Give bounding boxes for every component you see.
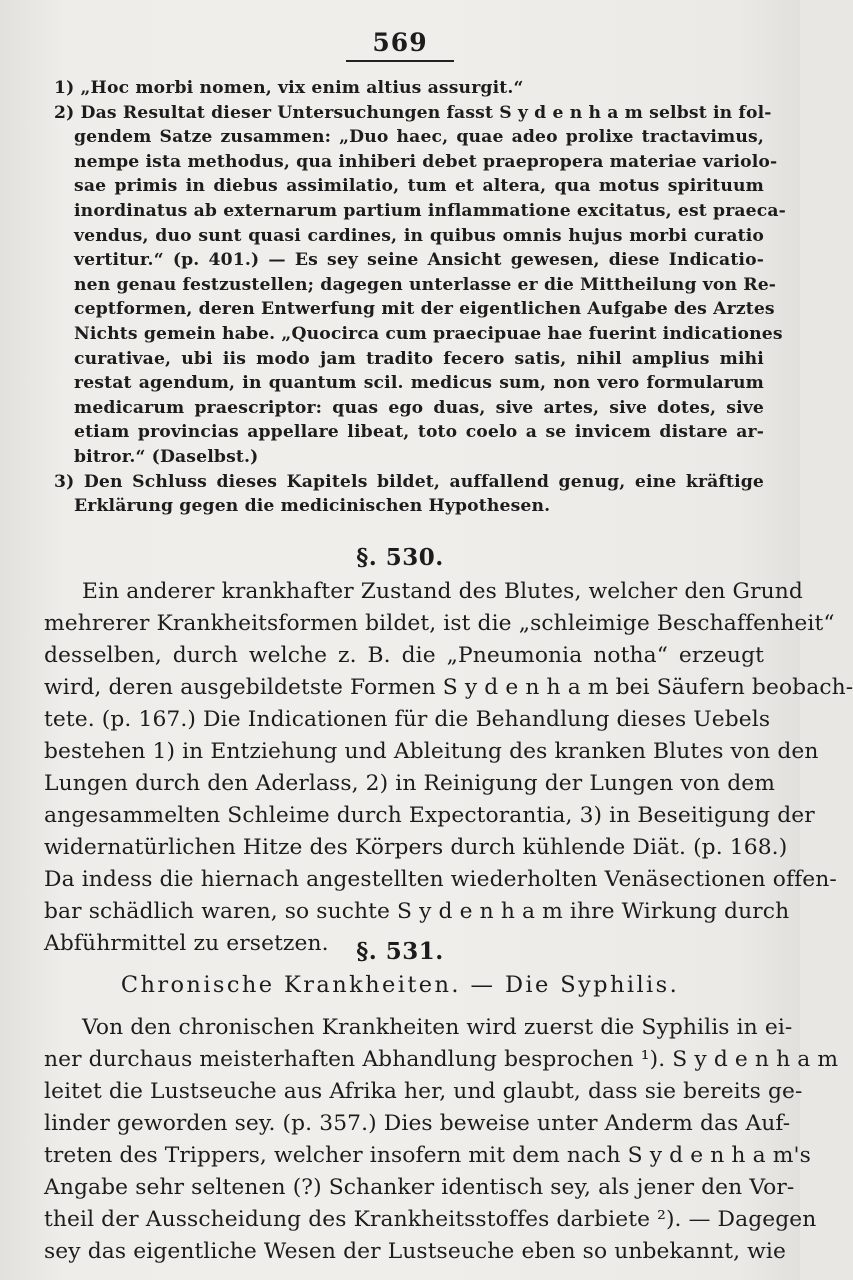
text-line: Lungen durch den Aderlass, 2) in Reinigung der Lungen von dem bbox=[44, 771, 776, 796]
footnote-line: 1) „Hoc morbi nomen, vix enim altius assurgit.“ bbox=[54, 78, 524, 98]
text-line: leitet die Lustseuche aus Afrika her, und glaubt, dass sie bereits ge- bbox=[44, 1079, 803, 1104]
footnote-line: inordinatus ab externarum partium inflammatione excitatus, est praeca- bbox=[74, 200, 786, 221]
text-line: Abführmittel zu ersetzen. bbox=[44, 931, 329, 956]
text-line: wird, deren ausgebildetste Formen S y d e n h a m bei Säufern beobach- bbox=[44, 675, 853, 700]
text-line: sey das eigentliche Wesen der Lustseuche eben so unbekannt, wie bbox=[44, 1239, 786, 1264]
footnote-line: nen genau festzustellen; dagegen unterlasse er die Mittheilung von Re- bbox=[74, 274, 777, 295]
footnote-line: etiam provincias appellare libeat, toto coelo a se invicem distare ar- bbox=[74, 422, 764, 443]
footnote-line: Nichts gemein habe. „Quocirca cum praecipuae hae fuerint indicationes bbox=[74, 323, 783, 344]
section-530-body bbox=[44, 576, 853, 960]
footnote-line: 2) Das Resultat dieser Untersuchungen fasst S y d e n h a m selbst in fol- bbox=[54, 102, 772, 123]
text-line: theil der Ausscheidung des Krankheitsstoffes darbiete ²). — Dagegen bbox=[44, 1207, 817, 1232]
text-line: Da indess die hiernach angestellten wiederholten Venäsectionen offen- bbox=[44, 867, 837, 892]
text-line: ner durchaus meisterhaften Abhandlung besprochen ¹). S y d e n h a m bbox=[44, 1047, 839, 1072]
footnote-line: 3) Den Schluss dieses Kapitels bildet, auffallend genug, eine kräftige bbox=[54, 471, 764, 492]
footnote-line: ceptformen, deren Entwerfung mit der eigentlichen Aufgabe des Arztes bbox=[74, 299, 775, 320]
footnote-line: medicarum praescriptor: quas ego duas, sive artes, sive dotes, sive bbox=[74, 397, 764, 418]
page-header bbox=[0, 28, 800, 62]
section-530-heading: §. 530. bbox=[356, 544, 444, 571]
footnote-line: vertitur.“ (p. 401.) — Es sey seine Ansicht gewesen, diese Indicatio- bbox=[74, 250, 764, 271]
text-line: Angabe sehr seltenen (?) Schanker identisch sey, als jener den Vor- bbox=[44, 1175, 795, 1200]
text-line: angesammelten Schleime durch Expectorantia, 3) in Beseitigung der bbox=[44, 803, 815, 828]
footnotes bbox=[44, 76, 786, 519]
section-531-heading: §. 531. bbox=[356, 938, 444, 965]
footnote-line: sae primis in diebus assimilatio, tum et altera, qua motus spirituum bbox=[74, 176, 764, 197]
section-531-subheading: Chronische Krankheiten. — Die Syphilis. bbox=[120, 972, 680, 998]
text-line: bestehen 1) in Entziehung und Ableitung des kranken Blutes von den bbox=[44, 739, 819, 764]
footnote-line: Erklärung gegen die medicinischen Hypothesen. bbox=[74, 496, 551, 517]
footnote-line: curativae, ubi iis modo jam tradito fecero satis, nihil amplius mihi bbox=[74, 348, 764, 369]
text-line: Ein anderer krankhafter Zustand des Blutes, welcher den Grund bbox=[82, 579, 803, 604]
text-line: mehrerer Krankheitsformen bildet, ist die „schleimige Beschaffenheit“ bbox=[44, 611, 835, 636]
footnote-line: restat agendum, in quantum scil. medicus sum, non vero formularum bbox=[74, 373, 764, 394]
footnote-line: gendem Satze zusammen: „Duo haec, quae adeo prolixe tractavimus, bbox=[74, 127, 764, 148]
text-line: widernatürlichen Hitze des Körpers durch kühlende Diät. (p. 168.) bbox=[44, 835, 788, 860]
text-line: linder geworden sey. (p. 357.) Dies beweise unter Anderm das Auf- bbox=[44, 1111, 791, 1136]
footnote-line: vendus, duo sunt quasi cardines, in quibus omnis hujus morbi curatio bbox=[74, 225, 764, 246]
text-line: treten des Trippers, welcher insofern mit dem nach S y d e n h a m's bbox=[44, 1143, 811, 1168]
text-line: Von den chronischen Krankheiten wird zuerst die Syphilis in ei- bbox=[82, 1015, 793, 1040]
page-number: 569 bbox=[346, 28, 453, 62]
text-line: desselben, durch welche z. B. die „Pneumonia notha“ erzeugt bbox=[44, 643, 764, 668]
footnote-line: bitror.“ (Daselbst.) bbox=[74, 446, 259, 467]
footnote-line: nempe ista methodus, qua inhiberi debet praepropera materiae variolo- bbox=[74, 151, 778, 172]
section-531-body bbox=[44, 1012, 839, 1268]
text-line: tete. (p. 167.) Die Indicationen für die Behandlung dieses Uebels bbox=[44, 707, 771, 732]
text-line: bar schädlich waren, so suchte S y d e n h a m ihre Wirkung durch bbox=[44, 899, 790, 924]
